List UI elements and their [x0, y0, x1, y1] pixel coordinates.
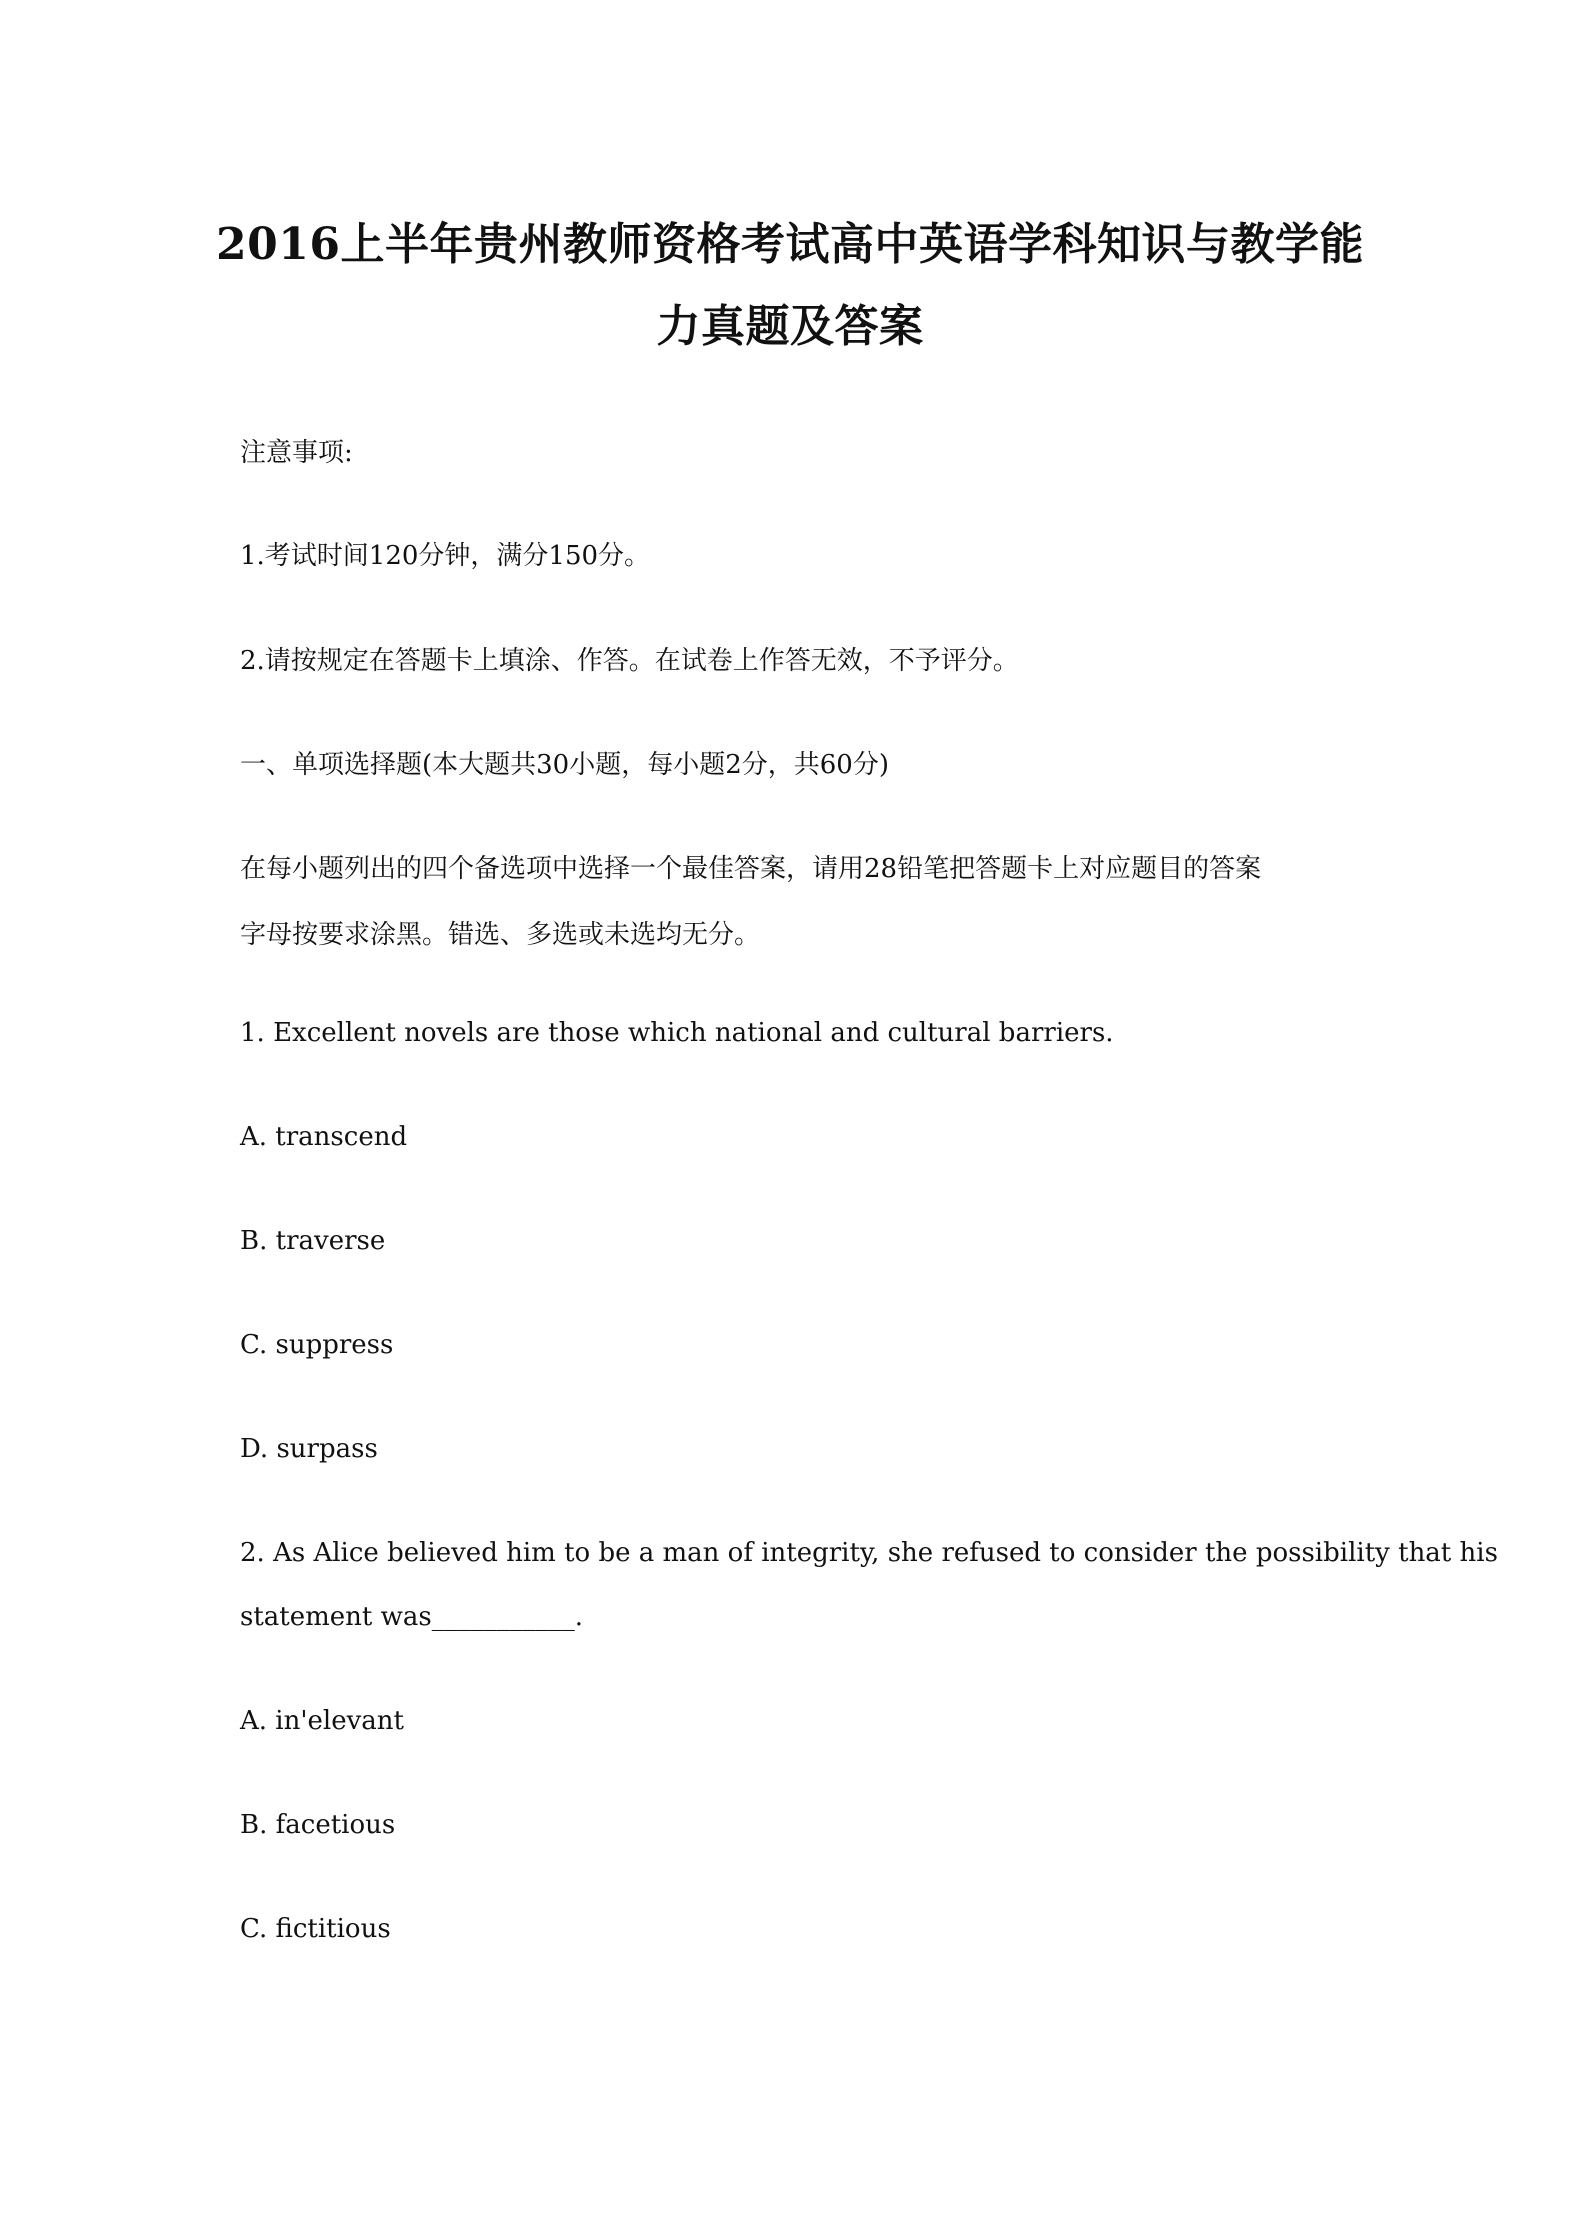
section-heading: 一、单项选择题(本大题共30小题，每小题2分，共60分)	[240, 750, 889, 780]
note-item-1: 1.考试时间120分钟，满分150分。	[240, 541, 651, 571]
question-1-stem: 1. Excellent novels are those which national and cultural barriers.	[240, 1018, 1114, 1048]
question-2-stem-line-2: statement was___________.	[240, 1602, 583, 1632]
document-title-line-1: 2016上半年贵州教师资格考试高中英语学科知识与教学能	[216, 219, 1364, 270]
question-1-option-b: B. traverse	[240, 1226, 386, 1256]
question-1-option-c: C. suppress	[240, 1330, 394, 1360]
question-2-option-b: B. facetious	[240, 1810, 396, 1840]
instruction-line-2: 字母按要求涂黑。错选、多选或未选均无分。	[240, 920, 761, 950]
question-2-option-c: C. fictitious	[240, 1914, 391, 1944]
question-1-option-d: D. surpass	[240, 1434, 378, 1464]
question-2-stem-line-1: 2. As Alice believed him to be a man of integrity, she refused to consider the possibility that his	[240, 1538, 1498, 1568]
note-item-2: 2.请按规定在答题卡上填涂、作答。在试卷上作答无效，不予评分。	[240, 646, 1019, 676]
question-2-option-a: A. in'elevant	[240, 1706, 404, 1736]
question-1-option-a: A. transcend	[240, 1122, 408, 1152]
instruction-line-1: 在每小题列出的四个备选项中选择一个最佳答案，请用28铅笔把答题卡上对应题目的答案	[240, 854, 1262, 884]
document-title-line-2: 力真题及答案	[656, 301, 924, 352]
notes-heading: 注意事项:	[240, 438, 353, 468]
